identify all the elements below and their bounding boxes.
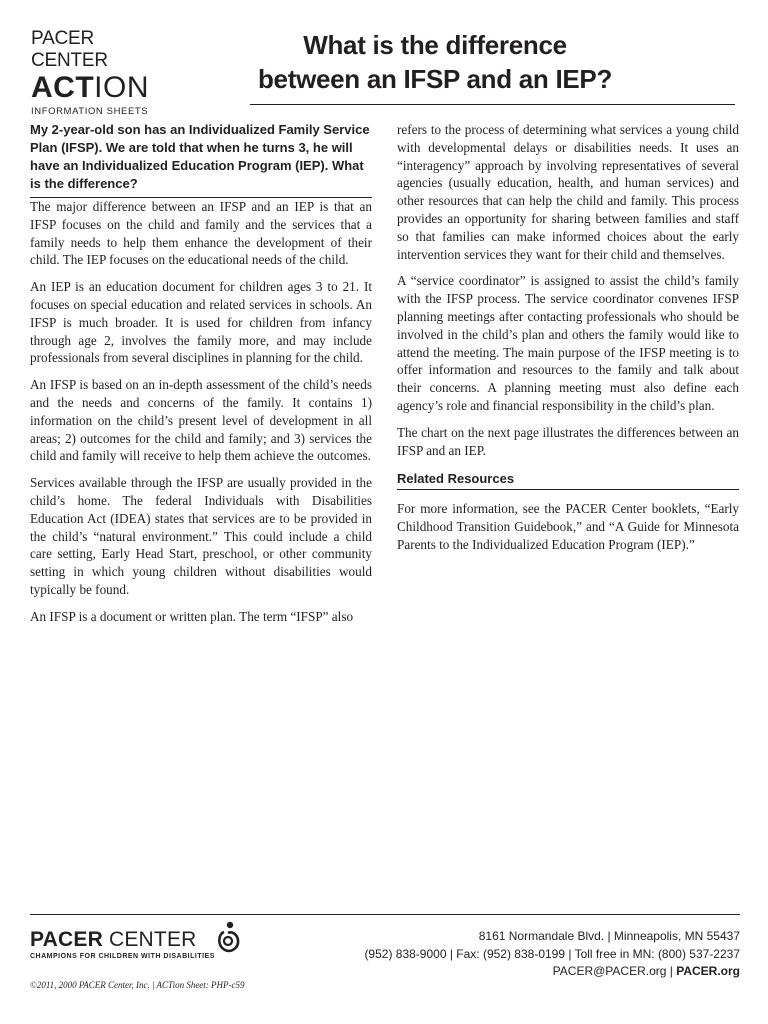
brand-logo [31, 28, 171, 117]
web-line [364, 963, 740, 981]
related-resources-heading: Related Resources [397, 471, 739, 490]
brand-action [31, 73, 171, 103]
footer-logo-light: CENTER [102, 928, 197, 951]
paragraph: refers to the process of determining what services a young child with developmental delays or disabilities needs. It uses an “interagency” approach by involving representatives of several agencies (usually education, health, and human services) and other resources that can help the child and family. This process provides an opportunity for sharing between families and staff so that families can make informed choices about the early intervention services they want for their child and themselves. [397, 122, 739, 262]
footer-tagline: CHAMPIONS FOR CHILDREN WITH DISABILITIES [30, 953, 215, 960]
left-column [30, 121, 372, 635]
paragraph: An IFSP is based on an in-depth assessment of the child’s needs and the needs and concerns of the family. It contains 1) information on the child’s present level of development in all areas; 2) outcomes for the child and family; and 3) services the child and family will receive to help them achieve the outcomes. [30, 377, 372, 464]
paragraph: The major difference between an IFSP and an IEP is that an IFSP focuses on the child and family and the services that a family needs to help them enhance the development of their child. The IEP focuses on the educational needs of the child. [30, 199, 372, 268]
brand-subtitle: INFORMATION SHEETS [31, 106, 149, 117]
brand-name: PACER CENTER [31, 28, 108, 71]
paragraph: An IFSP is a document or written plan. The term “IFSP” also [30, 608, 354, 624]
phone-line: (952) 838-9000 | Fax: (952) 838-0199 | Toll free in MN: (800) 537-2237 [364, 946, 740, 961]
paragraph: A “service coordinator” is assigned to assist the child’s family with the IFSP process. The service coordinator convenes IFSP planning meetings after contacting professionals who should be involved in the child’s plan and others the family would like to attend the meeting. The main purpose of the IFSP meeting is to offer information and resources to the family and talk about their concerns. A planning meeting must also define each agency’s role and financial responsibility in the child’s plan. [397, 273, 739, 413]
brand-action-light: ION [94, 71, 149, 104]
footer-logo [30, 928, 250, 960]
related-resources-text: For more information, see the PACER Center booklets, “Early Childhood Transition Guidebook,” and “A Guide for Minnesota Parents to the Individualized Education Program (IEP).” [397, 501, 739, 552]
page-title [240, 28, 630, 96]
contact-info [364, 928, 740, 981]
paragraph: An IEP is an education document for children ages 3 to 21. It focuses on special education and related services in schools. An IFSP is much broader. It is used for children from infancy through age 2, involves the family more, and may include professionals from several disciplines in planning for the child. [30, 279, 372, 366]
title-line-1: What is the difference [303, 30, 567, 60]
question: My 2-year-old son has an Individualized Family Service Plan (IFSP). We are told that when he turns 3, he will have an Individualized Education Program (IEP). What is the difference? [30, 121, 372, 198]
footer-divider [30, 914, 740, 915]
parent-child-icon [206, 920, 248, 956]
copyright: ©2011, 2000 PACER Center, Inc. | ACTion Sheet: PHP-c59 [30, 980, 245, 990]
separator: | [666, 964, 677, 978]
address-line: 8161 Normandale Blvd. | Minneapolis, MN 55437 [478, 929, 740, 943]
right-column [397, 121, 739, 563]
header-divider [250, 104, 735, 105]
title-line-2: between an IFSP and an IEP? [257, 64, 613, 94]
email-link[interactable]: PACER@PACER.org [552, 964, 667, 978]
paragraph: Services available through the IFSP are usually provided in the child’s home. The federal Individuals with Disabilities Education Act (IDEA) states that services are to be provided in the child’s “natural environment.” This could include a child care setting, Early Head Start, preschool, or other community setting in which young children without disabilities would typically be found. [30, 475, 372, 597]
footer-logo-bold: PACER [30, 928, 103, 951]
website-link[interactable]: PACER.org [676, 964, 740, 978]
brand-action-bold: ACT [31, 71, 95, 104]
paragraph: The chart on the next page illustrates the differences between an IFSP and an IEP. [397, 424, 739, 458]
